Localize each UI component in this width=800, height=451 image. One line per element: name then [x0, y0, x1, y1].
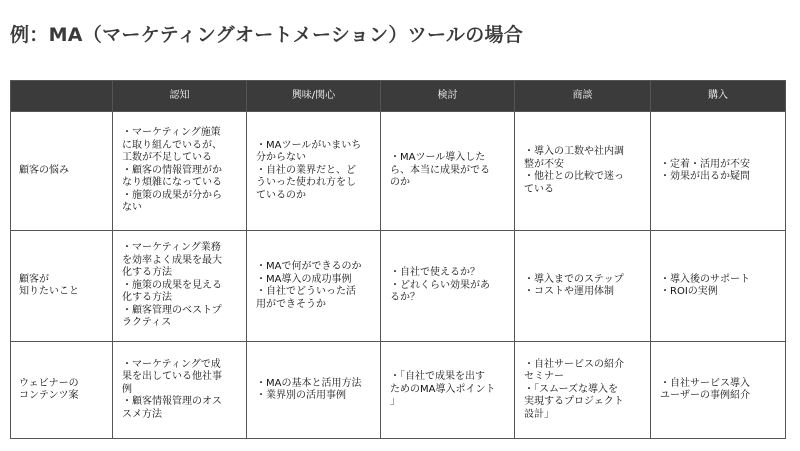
header-purchase: 購入: [651, 81, 786, 112]
page-title: 例：MA（マーケティングオートメーション）ツールの場合: [10, 24, 524, 46]
row-label-pain-points: 顧客の悩み: [11, 112, 113, 231]
row-label-what-customers-want: 顧客が 知りたいこと: [11, 231, 113, 342]
table-cell: ・MAツールがいまいち 分からない ・自社の業界だと、ど ういった使われ方をし ているのか: [247, 112, 381, 231]
table-header-row: [11, 81, 786, 112]
header-awareness: 認知: [113, 81, 247, 112]
table-cell: ・自社サービスの紹介 セミナー ・「スムーズな導入を 実現するプロジェクト 設計」: [515, 342, 651, 439]
row-label-webinar-ideas: ウェビナーの コンテンツ案: [11, 342, 113, 439]
header-corner: [11, 81, 113, 112]
table-cell: ・「自社で成果を出す ためのMA導入ポイント 」: [381, 342, 515, 439]
table-row: [11, 112, 786, 231]
header-interest: 興味/関心: [247, 81, 381, 112]
table-cell: ・マーケティングで成 果を出している他社事 例 ・顧客情報管理のオス スメ方法: [113, 342, 247, 439]
table-cell: ・MAの基本と活用方法 ・業界別の活用事例: [247, 342, 381, 439]
table-cell: ・マーケティング施策 に取り組んでいるが、 工数が不足している ・顧客の情報管理がか なり煩雑になっている ・施策の成果が分から ない: [113, 112, 247, 231]
table-cell: ・定着・活用が不安 ・効果が出るか疑問: [651, 112, 786, 231]
table-cell: ・導入の工数や社内調 整が不安 ・他社との比較で迷っ ている: [515, 112, 651, 231]
customer-journey-table: [10, 80, 786, 439]
table-cell: ・自社で使えるか？ ・どれくらい効果があ るか？: [381, 231, 515, 342]
header-negotiation: 商談: [515, 81, 651, 112]
table-cell: ・導入までのステップ ・コストや運用体制: [515, 231, 651, 342]
table-row: [11, 342, 786, 439]
table-cell: ・マーケティング業務 を効率よく成果を最大 化する方法 ・施策の成果を見える 化する方法 ・顧客管理のベストプ ラクティス: [113, 231, 247, 342]
table-row: [11, 231, 786, 342]
table-cell: ・導入後のサポート ・ROIの実例: [651, 231, 786, 342]
header-consideration: 検討: [381, 81, 515, 112]
table-cell: ・MAツール導入した ら、本当に成果がでる のか: [381, 112, 515, 231]
table-cell: ・自社サービス導入 ユーザーの事例紹介: [651, 342, 786, 439]
table-cell: ・MAで何ができるのか ・MA導入の成功事例 ・自社でどういった活 用ができそうか: [247, 231, 381, 342]
